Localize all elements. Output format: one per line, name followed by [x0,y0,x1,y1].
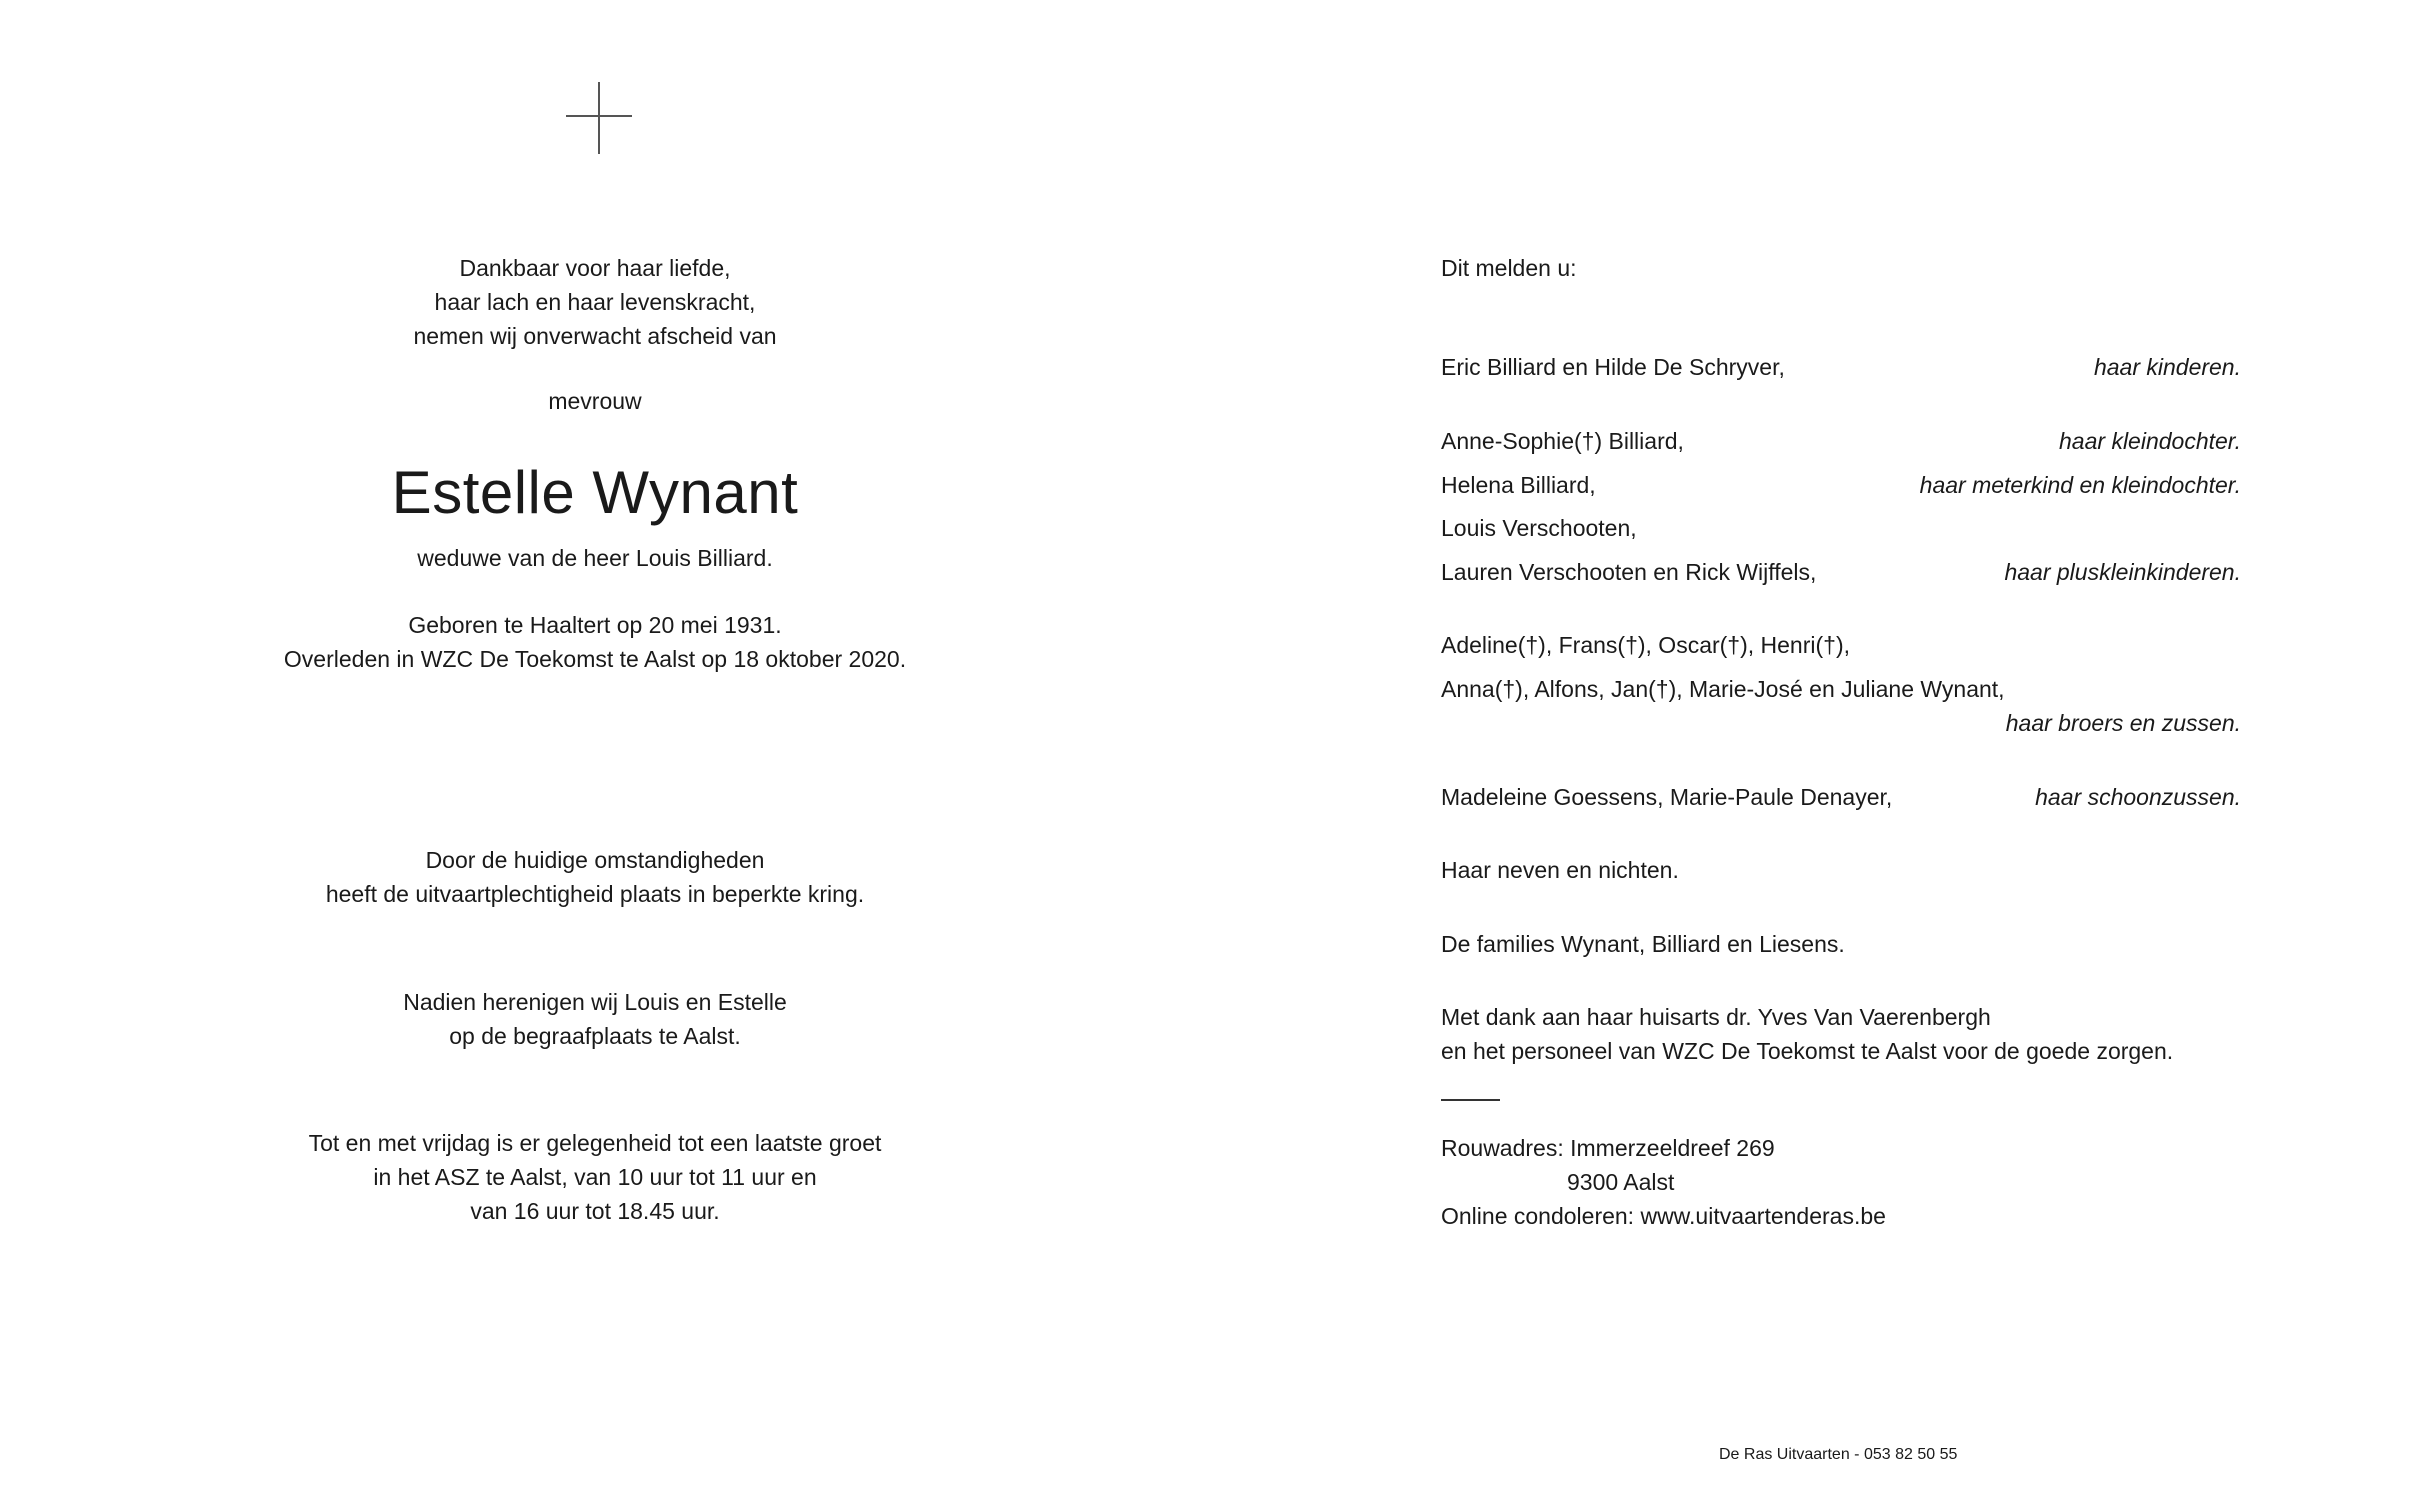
reunite-text [190,985,1000,1053]
family-relation: haar pluskleinkinderen. [2004,559,2241,585]
family-row [1441,424,2241,458]
family-name: Anne-Sophie(†) Billiard, [1441,428,1684,454]
family-name: Eric Billiard en Hilde De Schryver, [1441,354,1785,380]
family-name: Lauren Verschooten en Rick Wijffels, [1441,559,1817,585]
family-row [1441,706,2241,740]
cousins-text: Haar neven en nichten. [1441,857,1679,883]
families-text: De families Wynant, Billiard en Liesens. [1441,931,1845,957]
thanks-line: Met dank aan haar huisarts dr. Yves Van Vaerenbergh [1441,1004,1991,1030]
thanks-text [1441,1000,2241,1068]
family-row [1441,780,2241,814]
deceased-name: Estelle Wynant [391,459,799,526]
family-row [1441,555,2241,589]
circumstances-text [190,843,1000,911]
family-name: Madeleine Goessens, Marie-Paule Denayer, [1441,784,1893,810]
family-row [1441,628,2241,662]
visit-line: Tot en met vrijdag is er gelegenheid tot een laatste groet [308,1130,882,1156]
family-row [1441,468,2241,502]
intro-line: haar lach en haar levenskracht, [434,289,756,315]
family-relation: haar kleindochter. [2059,428,2241,454]
thanks-line: en het personeel van WZC De Toekomst te Aalst voor de goede zorgen. [1441,1038,2174,1064]
family-relation: haar schoonzussen. [2035,784,2241,810]
intro-line: Dankbaar voor haar liefde, [459,255,731,281]
reunite-line: Nadien herenigen wij Louis en Estelle [403,989,787,1015]
divider [1441,1099,1500,1101]
family-row [1441,350,2241,384]
address-label: Rouwadres: Immerzeeldreef 269 [1441,1135,1775,1161]
reunite-line: op de begraafplaats te Aalst. [449,1023,741,1049]
family-row [1441,672,2241,706]
cross-icon [566,82,632,154]
visit-line: in het ASZ te Aalst, van 10 uur tot 11 uur en [373,1164,817,1190]
circumstances-line: Door de huidige omstandigheden [425,847,765,873]
address-block [1441,1131,2241,1233]
online-condolence-link[interactable]: Online condoleren: www.uitvaartenderas.be [1441,1203,1886,1229]
intro-text [190,251,1000,353]
address-city: 9300 Aalst [1567,1169,1675,1195]
visit-text [190,1126,1000,1228]
family-relation: haar broers en zussen. [2005,710,2241,736]
funeral-home-footer: De Ras Uitvaarten - 053 82 50 55 [1719,1446,1958,1463]
visit-line: van 16 uur tot 18.45 uur. [470,1198,720,1224]
family-name: Adeline(†), Frans(†), Oscar(†), Henri(†), [1441,632,1850,658]
family-relation: haar meterkind en kleindochter. [1919,472,2241,498]
announcement-header: Dit melden u: [1441,255,1577,281]
circumstances-line: heeft de uitvaartplechtigheid plaats in beperkte kring. [325,881,865,907]
family-row [1441,511,2241,545]
family-name: Helena Billiard, [1441,472,1596,498]
family-name: Anna(†), Alfons, Jan(†), Marie-José en Juliane Wynant, [1441,676,2005,702]
family-relation: haar kinderen. [2093,354,2241,380]
title-text: mevrouw [548,388,642,414]
death-text: Overleden in WZC De Toekomst te Aalst op 18 oktober 2020. [283,646,907,672]
spouse-text: weduwe van de heer Louis Billiard. [417,545,773,571]
birth-text: Geboren te Haaltert op 20 mei 1931. [408,612,782,638]
family-name: Louis Verschooten, [1441,515,1637,541]
intro-line: nemen wij onverwacht afscheid van [413,323,777,349]
